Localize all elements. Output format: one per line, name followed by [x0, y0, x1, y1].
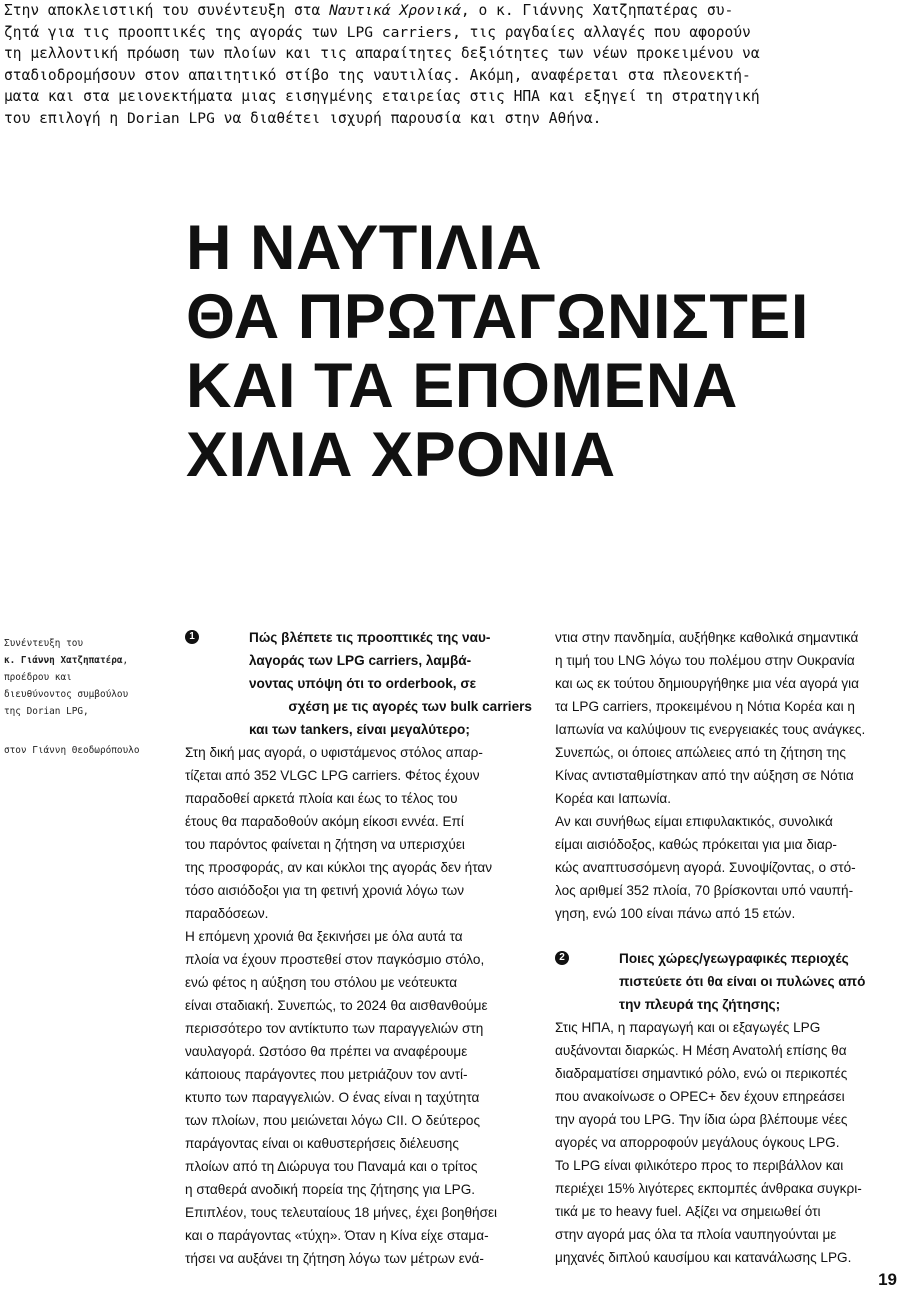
text-line: ναυλαγορά. Ωστόσο θα πρέπει να αναφέρουμε [185, 1044, 468, 1059]
text-line: Στη δική μας αγορά, ο υφιστάμενος στόλος απαρ- [185, 745, 483, 760]
text-line: αγορές να απορροφούν μεγάλους όγκους LPG. [555, 1135, 840, 1150]
text-line: περισσότερο τον αντίκτυπο των παραγγελιών στη [185, 1021, 484, 1036]
text-line: παραδόσεων. [185, 906, 269, 921]
text-line: κώς αναπτυσσόμενη αγορά. Συνοψίζοντας, ο στό- [555, 860, 856, 875]
text-line: την αγορά του LPG. Την ίδια ώρα βλέπουμε νέες [555, 1112, 848, 1127]
text-line: λος αριθμεί 352 πλοία, 70 βρίσκονται υπό ναυπή- [555, 883, 854, 898]
text-line: περιέχει 15% λιγότερες εκπομπές άνθρακα συγκρι- [555, 1181, 862, 1196]
text-line: η τιμή του LNG λόγω του πολέμου στην Ουκρανία [555, 653, 855, 668]
interviewer-byline: στον Γιάννη Θεοδωρόπουλο [4, 745, 140, 756]
question-line: νοντας υπόψη ότι το orderbook, σε [249, 676, 477, 691]
question-1 [185, 626, 532, 741]
text-line: Αν και συνήθως είμαι επιφυλακτικός, συνολικά [555, 814, 833, 829]
question-line: Πώς βλέπετε τις προοπτικές της ναυ- [249, 630, 491, 645]
intro-paragraph [4, 0, 896, 129]
text-line: Κορέα και Ιαπωνία. [555, 791, 672, 806]
intro-line: ζητά για τις προοπτικές της αγοράς των LPG carriers, τις ραγδαίες αλλαγές που αφορούν [4, 23, 751, 41]
article-column-1 [185, 626, 532, 1270]
article-headline [186, 214, 896, 490]
intro-line: του επιλογή η Dorian LPG να διαθέτει ισχυρή παρουσία και στην Αθήνα. [4, 109, 602, 127]
text-line: παραδοθεί αρκετά πλοία και έως το τέλος του [185, 791, 458, 806]
text-line: παράγοντας είναι οι καθυστερήσεις διέλευσης [185, 1136, 459, 1151]
text-line: τα LPG carriers, προκειμένου η Νότια Κορέα και η [555, 699, 855, 714]
text-line: τικά με το heavy fuel. Αξίζει να σημειωθεί ότι [555, 1204, 821, 1219]
answer-1-text [185, 741, 532, 1270]
intro-line: σταδιοδρομήσουν στον απαιτητικό στίβο της ναυτιλίας. Ακόμη, αναφέρεται στα πλεονεκτή- [4, 66, 751, 84]
text-line: αυξάνονται διαρκώς. Η Μέση Ανατολή επίσης θα [555, 1043, 847, 1058]
question-line: λαγοράς των LPG carriers, λαμβά- [249, 653, 472, 668]
text-line: Το LPG είναι φιλικότερο προς το περιβάλλον και [555, 1158, 844, 1173]
headline-line: Η ΝΑΥΤΙΛΙΑ [186, 213, 543, 283]
text-line: Κίνας αντισταθμίστηκαν από την αύξηση σε Νότια [555, 768, 854, 783]
text-line: και ως εκ τούτου δημιουργήθηκε μια νέα αγορά για [555, 676, 860, 691]
publication-name: Ναυτικά Χρονικά [329, 2, 461, 19]
answer-1-continued [555, 626, 902, 925]
text-line: μηχανές διπλού καυσίμου και κατανάλωσης LPG. [555, 1250, 852, 1265]
text-line: που ανακοίνωσε ο OPEC+ δεν έχουν επηρεάσει [555, 1089, 845, 1104]
text-line: των πλοίων, που μειώνεται λόγω CII. Ο δεύτερος [185, 1113, 480, 1128]
credit-line: προέδρου και [4, 672, 72, 683]
interviewee-name: κ. Γιάννη Χατζηπατέρα [4, 655, 123, 666]
text-line: πλοίων από τη Διώρυγα του Παναμά και ο τρίτος [185, 1159, 478, 1174]
credit-line: της Dorian LPG, [4, 706, 89, 717]
text-line: της προσφοράς, αν και κύκλοι της αγοράς δεν ήταν [185, 860, 493, 875]
credit-line: διευθύνοντος συμβούλου [4, 689, 129, 700]
intro-line: ματα και στα μειονεκτήματα μιας εισηγμένης εταιρείας στις ΗΠΑ και εξηγεί τη στρατηγική [4, 88, 760, 105]
article-column-2 [555, 626, 902, 1269]
text-line: η σταθερά ανοδική πορεία της ζήτησης για LPG. [185, 1182, 476, 1197]
page-number: 19 [878, 1270, 897, 1289]
text-line: τίζεται από 352 VLGC LPG carriers. Φέτος έχουν [185, 768, 480, 783]
question-number-badge: 1 [185, 630, 199, 644]
text-line: ντια στην πανδημία, αυξήθηκε καθολικά σημαντικά [555, 630, 859, 645]
text-line: Στις ΗΠΑ, η παραγωγή και οι εξαγωγές LPG [555, 1020, 821, 1035]
text-line: τόσο αισιόδοξοι για τη φετινή χρονιά λόγω των [185, 883, 465, 898]
headline-line: ΘΑ ΠΡΩΤΑΓΩΝΙΣΤΕΙ [186, 282, 809, 352]
text-line: κτυπο των παραγγελιών. Ο ένας είναι η ταχύτητα [185, 1090, 480, 1105]
credit-line: κ. Γιάννη Χατζηπατέρα, [4, 655, 129, 666]
question-line: την πλευρά της ζήτησης; [619, 997, 781, 1012]
text-line: πλοία να έχουν προστεθεί στον παγκόσμιο στόλο, [185, 952, 485, 967]
text-line: ενώ φέτος η αύξηση του στόλου με νεότευκτα [185, 975, 458, 990]
intro-line: Στην αποκλειστική του συνέντευξη στα Ναυτικά Χρονικά, ο κ. Γιάννης Χατζηπατέρας συ- [4, 2, 734, 19]
text-line: και ο παράγοντας «τύχη». Όταν η Κίνα είχε σταμα- [185, 1228, 489, 1243]
question-line: και των tankers, είναι μεγαλύτερο; [249, 722, 470, 737]
text-line: του παρόντος φαίνεται η ζήτηση να υπερισχύει [185, 837, 465, 852]
text-line: έτους θα παραδοθούν ακόμη είκοσι εννέα. Επί [185, 814, 464, 829]
question-line: πιστεύετε ότι θα είναι οι πυλώνες από [619, 974, 866, 989]
text-line: είναι σταδιακή. Συνεπώς, το 2024 θα αισθανθούμε [185, 998, 488, 1013]
text-line: στην αγορά μας όλα τα πλοία ναυπηγούνται με [555, 1227, 837, 1242]
headline-line: ΧΙΛΙΑ ΧΡΟΝΙΑ [186, 420, 616, 490]
question-number-badge: 2 [555, 951, 569, 965]
text-line: Επιπλέον, τους τελευταίους 18 μήνες, έχει βοηθήσει [185, 1205, 498, 1220]
credit-line: Συνέντευξη του [4, 638, 84, 649]
question-2 [555, 947, 902, 1016]
question-line: Ποιες χώρες/γεωγραφικές περιοχές [619, 951, 849, 966]
interview-credits [4, 635, 169, 759]
text-line: τήσει να αυξάνει τη ζήτηση λόγω των μέτρων ενά- [185, 1251, 484, 1266]
text-line: Ιαπωνία να καλύψουν τις ενεργειακές τους ανάγκες. [555, 722, 866, 737]
text-line: διαδραματίσει σημαντικό ρόλο, ενώ οι περικοπές [555, 1066, 848, 1081]
text-line: γηση, ενώ 100 είναι πάνω από 15 ετών. [555, 906, 796, 921]
intro-line: τη μελλοντική πρόωση των πλοίων και τις απαραίτητες δεξιότητες των νέων προκειμένου να [4, 45, 760, 62]
question-line: σχέση με τις αγορές των bulk carriers [288, 699, 532, 714]
text-line: κάποιους παράγοντες που μετριάζουν τον αντί- [185, 1067, 468, 1082]
headline-line: ΚΑΙ ΤΑ ΕΠΟΜΕΝΑ [186, 351, 738, 421]
text-line: Συνεπώς, οι όποιες απώλειες από τη ζήτηση της [555, 745, 846, 760]
text-line: Η επόμενη χρονιά θα ξεκινήσει με όλα αυτά τα [185, 929, 463, 944]
text-line: είμαι αισιόδοξος, καθώς πρόκειται για μια διαρ- [555, 837, 837, 852]
answer-2-text [555, 1016, 902, 1269]
